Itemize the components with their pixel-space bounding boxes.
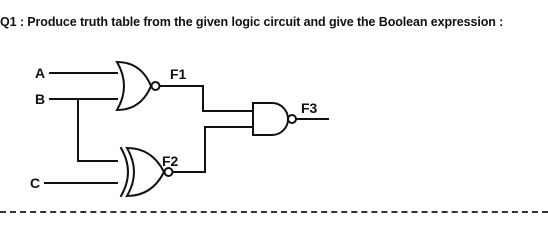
output-label-f1: F1: [170, 66, 187, 82]
inverter-bubble-f3: [288, 115, 296, 123]
inverter-bubble-f2: [165, 168, 173, 176]
input-label-c: C: [30, 175, 41, 191]
inverter-bubble-f1: [152, 82, 160, 90]
nor-gate-f1: [117, 62, 151, 110]
question-text: Q1 : Produce truth table from the given logic circuit and give the Boolean expression :: [0, 15, 504, 29]
input-label-a: A: [35, 65, 46, 81]
output-label-f3: F3: [301, 100, 318, 116]
dashed-separator: [0, 211, 548, 213]
nand-gate-f3: [253, 103, 288, 135]
output-label-f2: F2: [162, 153, 179, 169]
xnor-gate-f2: [127, 148, 164, 196]
xnor-gate-f2-input-curve: [121, 148, 128, 196]
input-label-b: B: [35, 91, 46, 107]
